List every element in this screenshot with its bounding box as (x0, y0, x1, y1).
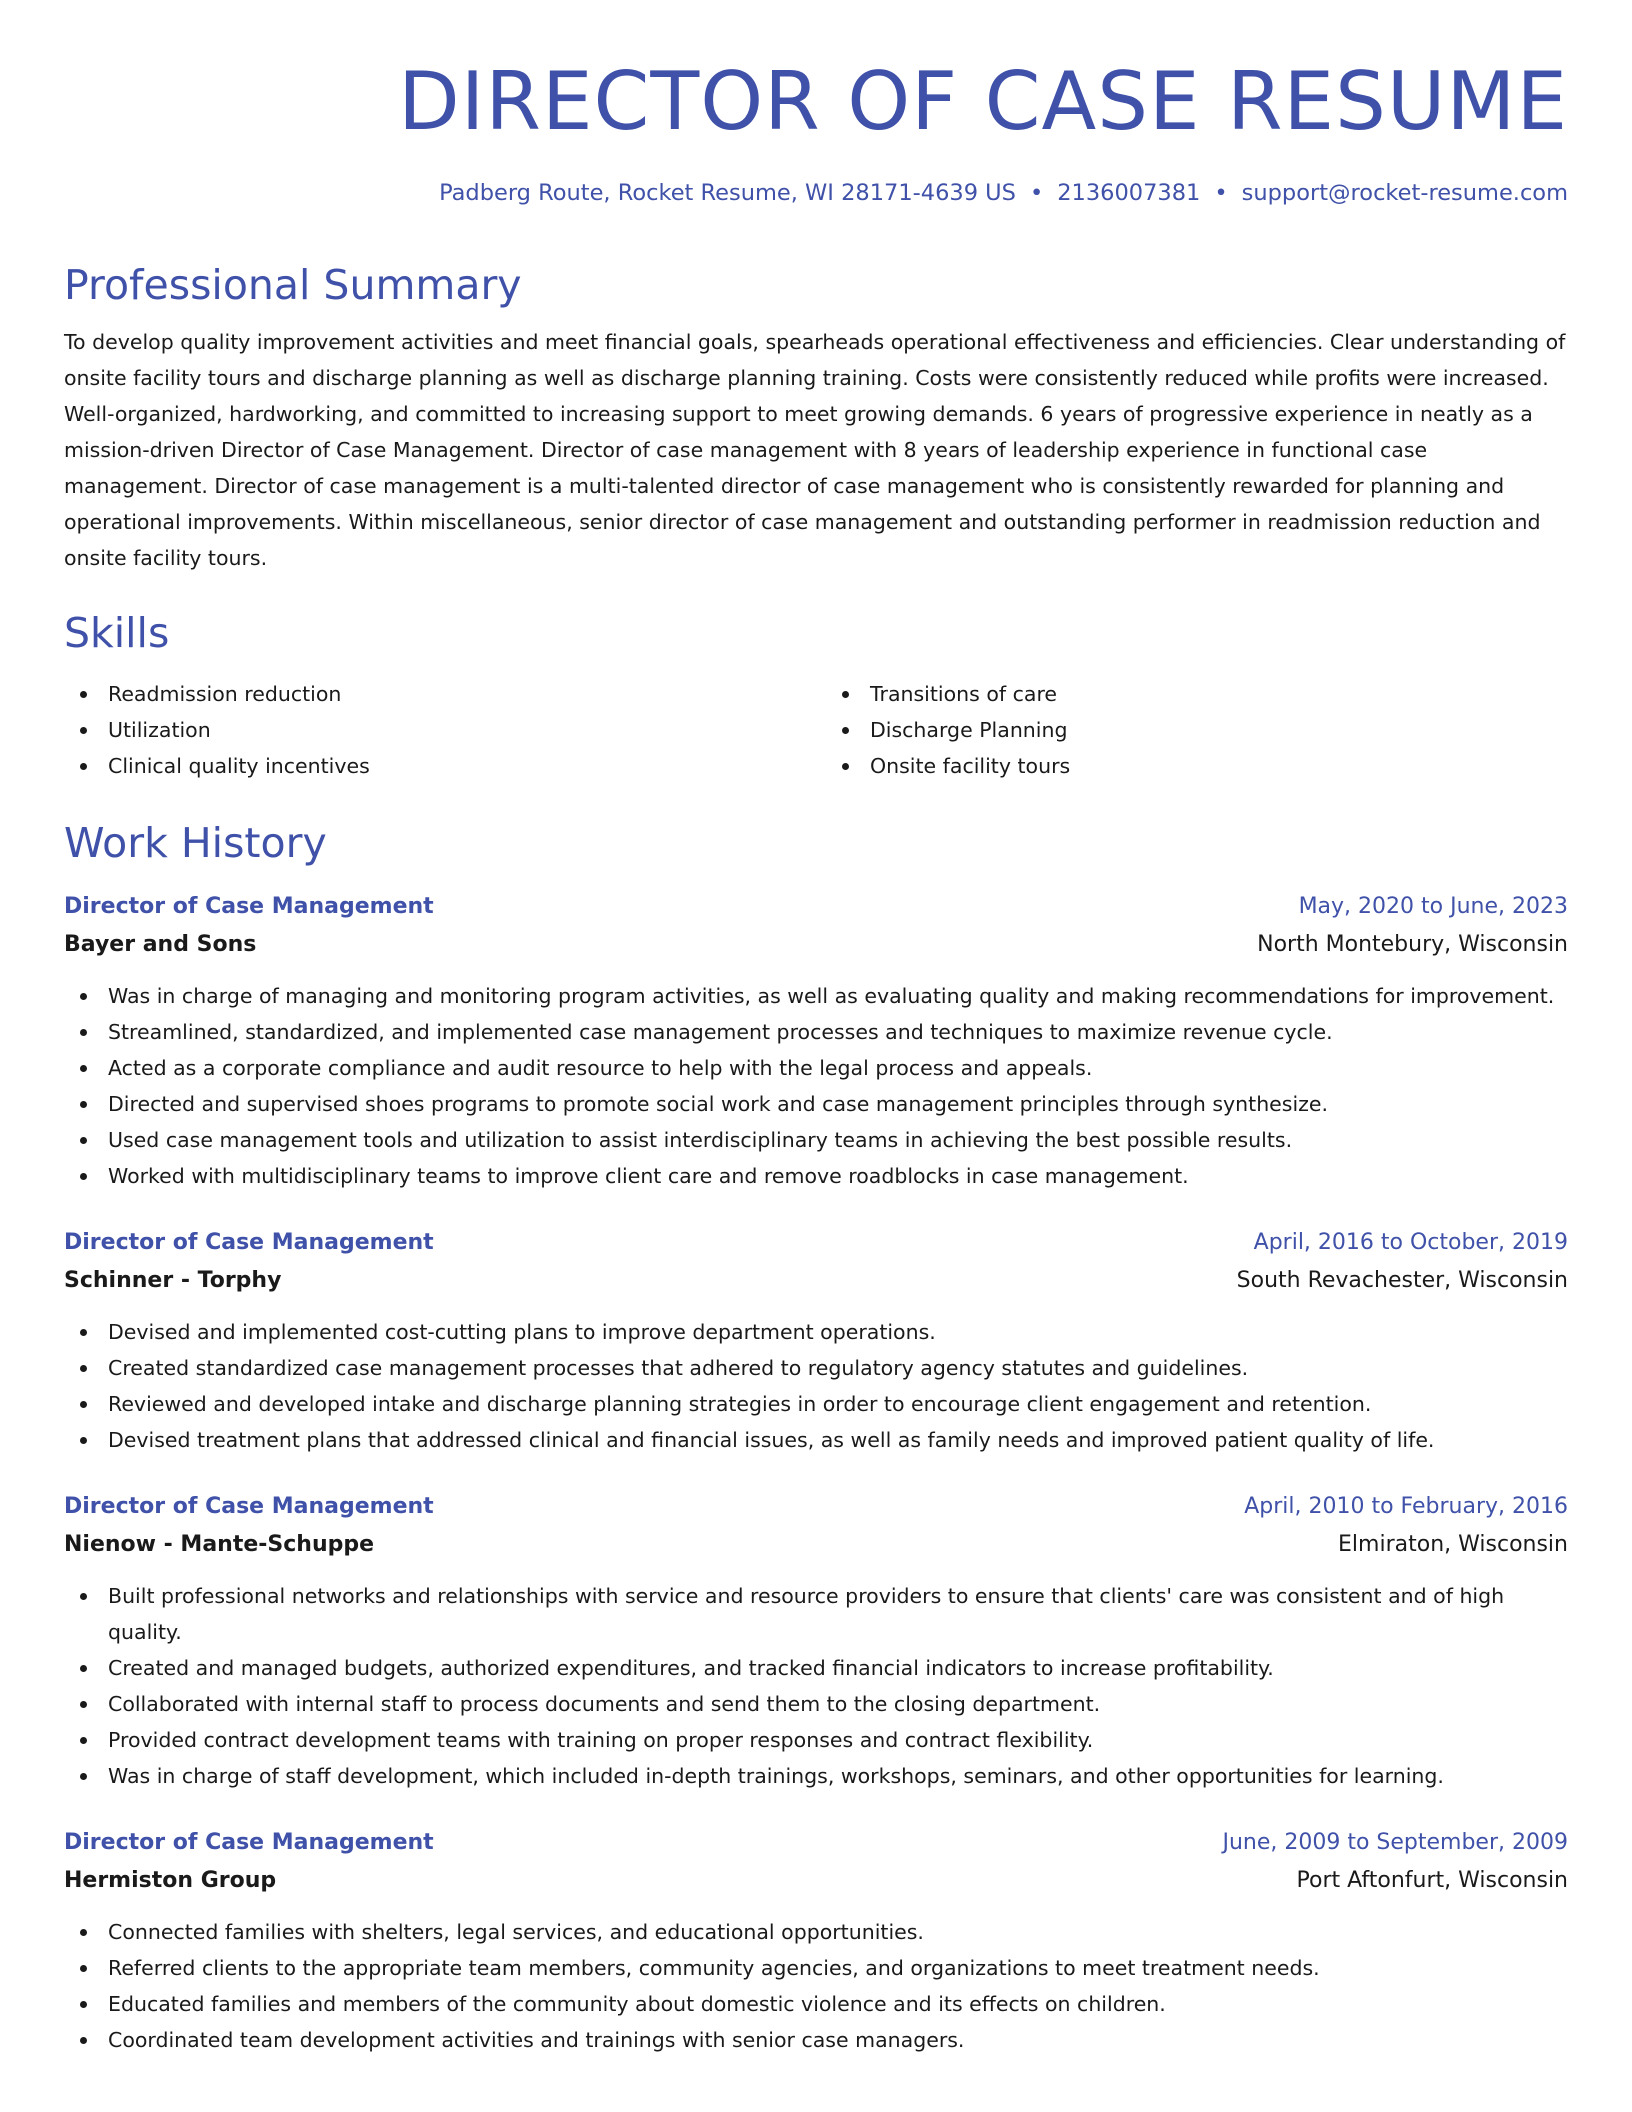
job-bullet: Coordinated team development activities and trainings with senior case managers. (64, 2022, 1568, 2058)
job-bullet: Connected families with shelters, legal services, and educational opportunities. (64, 1914, 1568, 1950)
job-bullet: Acted as a corporate compliance and audit resource to help with the legal process and appeals. (64, 1050, 1568, 1086)
job-dates: June, 2009 to September, 2009 (1222, 1830, 1568, 1855)
job-bullet: Devised and implemented cost-cutting plans to improve department operations. (64, 1314, 1568, 1350)
contact-phone: 2136007381 (1057, 180, 1201, 206)
summary-text: To develop quality improvement activities and meet financial goals, spearheads operational effectiveness and efficiencies. Clear understanding of onsite facility tours and discharge planning as well as discharge planning training. Costs were consistently reduced while profits were increased. Well-organized, hardworking, and committed to increasing support to meet growing demands. 6 years of progressive experience in neatly as a mission-driven Director of Case Management. Director of case management with 8 years of leadership experience in functional case management. Director of case management is a multi-talented director of case management who is consistently rewarded for planning and operational improvements. Within miscellaneous, senior director of case management and outstanding performer in readmission reduction and onsite facility tours. (64, 330, 1566, 570)
job-title: Director of Case Management (64, 1830, 434, 1855)
contact-separator: • (1029, 180, 1044, 206)
job-title-row (64, 888, 1568, 926)
job-dates: April, 2010 to February, 2016 (1244, 1494, 1568, 1519)
job-dates: May, 2020 to June, 2023 (1298, 894, 1568, 919)
job-bullet: Referred clients to the appropriate team members, community agencies, and organizations to meet treatment needs. (64, 1950, 1568, 1986)
job-title: Director of Case Management (64, 894, 434, 919)
contact-separator: • (1214, 180, 1228, 206)
summary-heading: Professional Summary (64, 261, 522, 309)
job-bullet: Provided contract development teams with training on proper responses and contract flexibility. (64, 1722, 1568, 1758)
job-location: South Revachester, Wisconsin (1236, 1268, 1568, 1293)
job-company: Bayer and Sons (64, 932, 257, 957)
skills-left-list (64, 676, 806, 784)
skills-grid (64, 676, 1568, 784)
job-bullet: Was in charge of managing and monitoring program activities, as well as evaluating quality and making recommendations for improvement. (64, 978, 1568, 1014)
skill-item: Onsite facility tours (826, 748, 1568, 784)
job-entry (64, 1224, 1568, 1458)
job-bullet: Collaborated with internal staff to process documents and send them to the closing department. (64, 1686, 1568, 1722)
resume-title: DIRECTOR OF CASE RESUME (398, 55, 1568, 148)
job-bullet: Reviewed and developed intake and discharge planning strategies in order to encourage client engagement and retention. (64, 1386, 1568, 1422)
job-bullets (64, 978, 1568, 1194)
job-bullet: Directed and supervised shoes programs to promote social work and case management principles through synthesize. (64, 1086, 1568, 1122)
job-title: Director of Case Management (64, 1494, 434, 1519)
job-location: Port Aftonfurt, Wisconsin (1296, 1868, 1568, 1893)
contact-line (64, 178, 1568, 208)
job-bullet: Was in charge of staff development, which included in-depth trainings, workshops, seminars, and other opportunities for learning. (64, 1758, 1568, 1794)
job-bullet: Streamlined, standardized, and implemented case management processes and techniques to maximize revenue cycle. (64, 1014, 1568, 1050)
job-entry (64, 1488, 1568, 1794)
job-location: Elmiraton, Wisconsin (1338, 1532, 1568, 1557)
resume-page (64, 0, 1568, 2058)
job-title-row (64, 1224, 1568, 1262)
job-title-row (64, 1488, 1568, 1526)
job-bullet: Created and managed budgets, authorized expenditures, and tracked financial indicators to increase profitability. (64, 1650, 1568, 1686)
job-company: Nienow - Mante-Schuppe (64, 1532, 375, 1557)
job-company: Schinner - Torphy (64, 1268, 282, 1293)
job-entry (64, 888, 1568, 1194)
job-company-row (64, 1526, 1568, 1564)
job-bullet: Devised treatment plans that addressed clinical and financial issues, as well as family needs and improved patient quality of life. (64, 1422, 1568, 1458)
skills-heading: Skills (64, 609, 170, 657)
work-history-heading: Work History (64, 819, 327, 867)
job-bullets (64, 1578, 1568, 1794)
job-location: North Montebury, Wisconsin (1257, 932, 1568, 957)
job-bullet: Used case management tools and utilization to assist interdisciplinary teams in achieving the best possible results. (64, 1122, 1568, 1158)
skill-item: Discharge Planning (826, 712, 1568, 748)
skill-item: Readmission reduction (64, 676, 806, 712)
skill-item: Transitions of care (826, 676, 1568, 712)
job-bullets (64, 1914, 1568, 2058)
skill-item: Utilization (64, 712, 806, 748)
job-entry (64, 1824, 1568, 2058)
job-bullet: Created standardized case management processes that adhered to regulatory agency statutes and guidelines. (64, 1350, 1568, 1386)
contact-email[interactable]: support@rocket-resume.com (1241, 180, 1568, 206)
skill-item: Clinical quality incentives (64, 748, 806, 784)
job-company: Hermiston Group (64, 1868, 277, 1893)
job-bullets (64, 1314, 1568, 1458)
contact-address: Padberg Route, Rocket Resume, WI 28171-4639 US (439, 180, 1016, 206)
job-company-row (64, 926, 1568, 964)
job-bullet: Educated families and members of the community about domestic violence and its effects on children. (64, 1986, 1568, 2022)
job-dates: April, 2016 to October, 2019 (1253, 1230, 1568, 1255)
job-company-row (64, 1862, 1568, 1900)
job-bullet: Worked with multidisciplinary teams to improve client care and remove roadblocks in case management. (64, 1158, 1568, 1194)
job-title: Director of Case Management (64, 1230, 434, 1255)
job-title-row (64, 1824, 1568, 1862)
job-company-row (64, 1262, 1568, 1300)
skills-right-list (826, 676, 1568, 784)
job-bullet: Built professional networks and relationships with service and resource providers to ensure that clients' care was consistent and of high quality. (64, 1578, 1568, 1650)
